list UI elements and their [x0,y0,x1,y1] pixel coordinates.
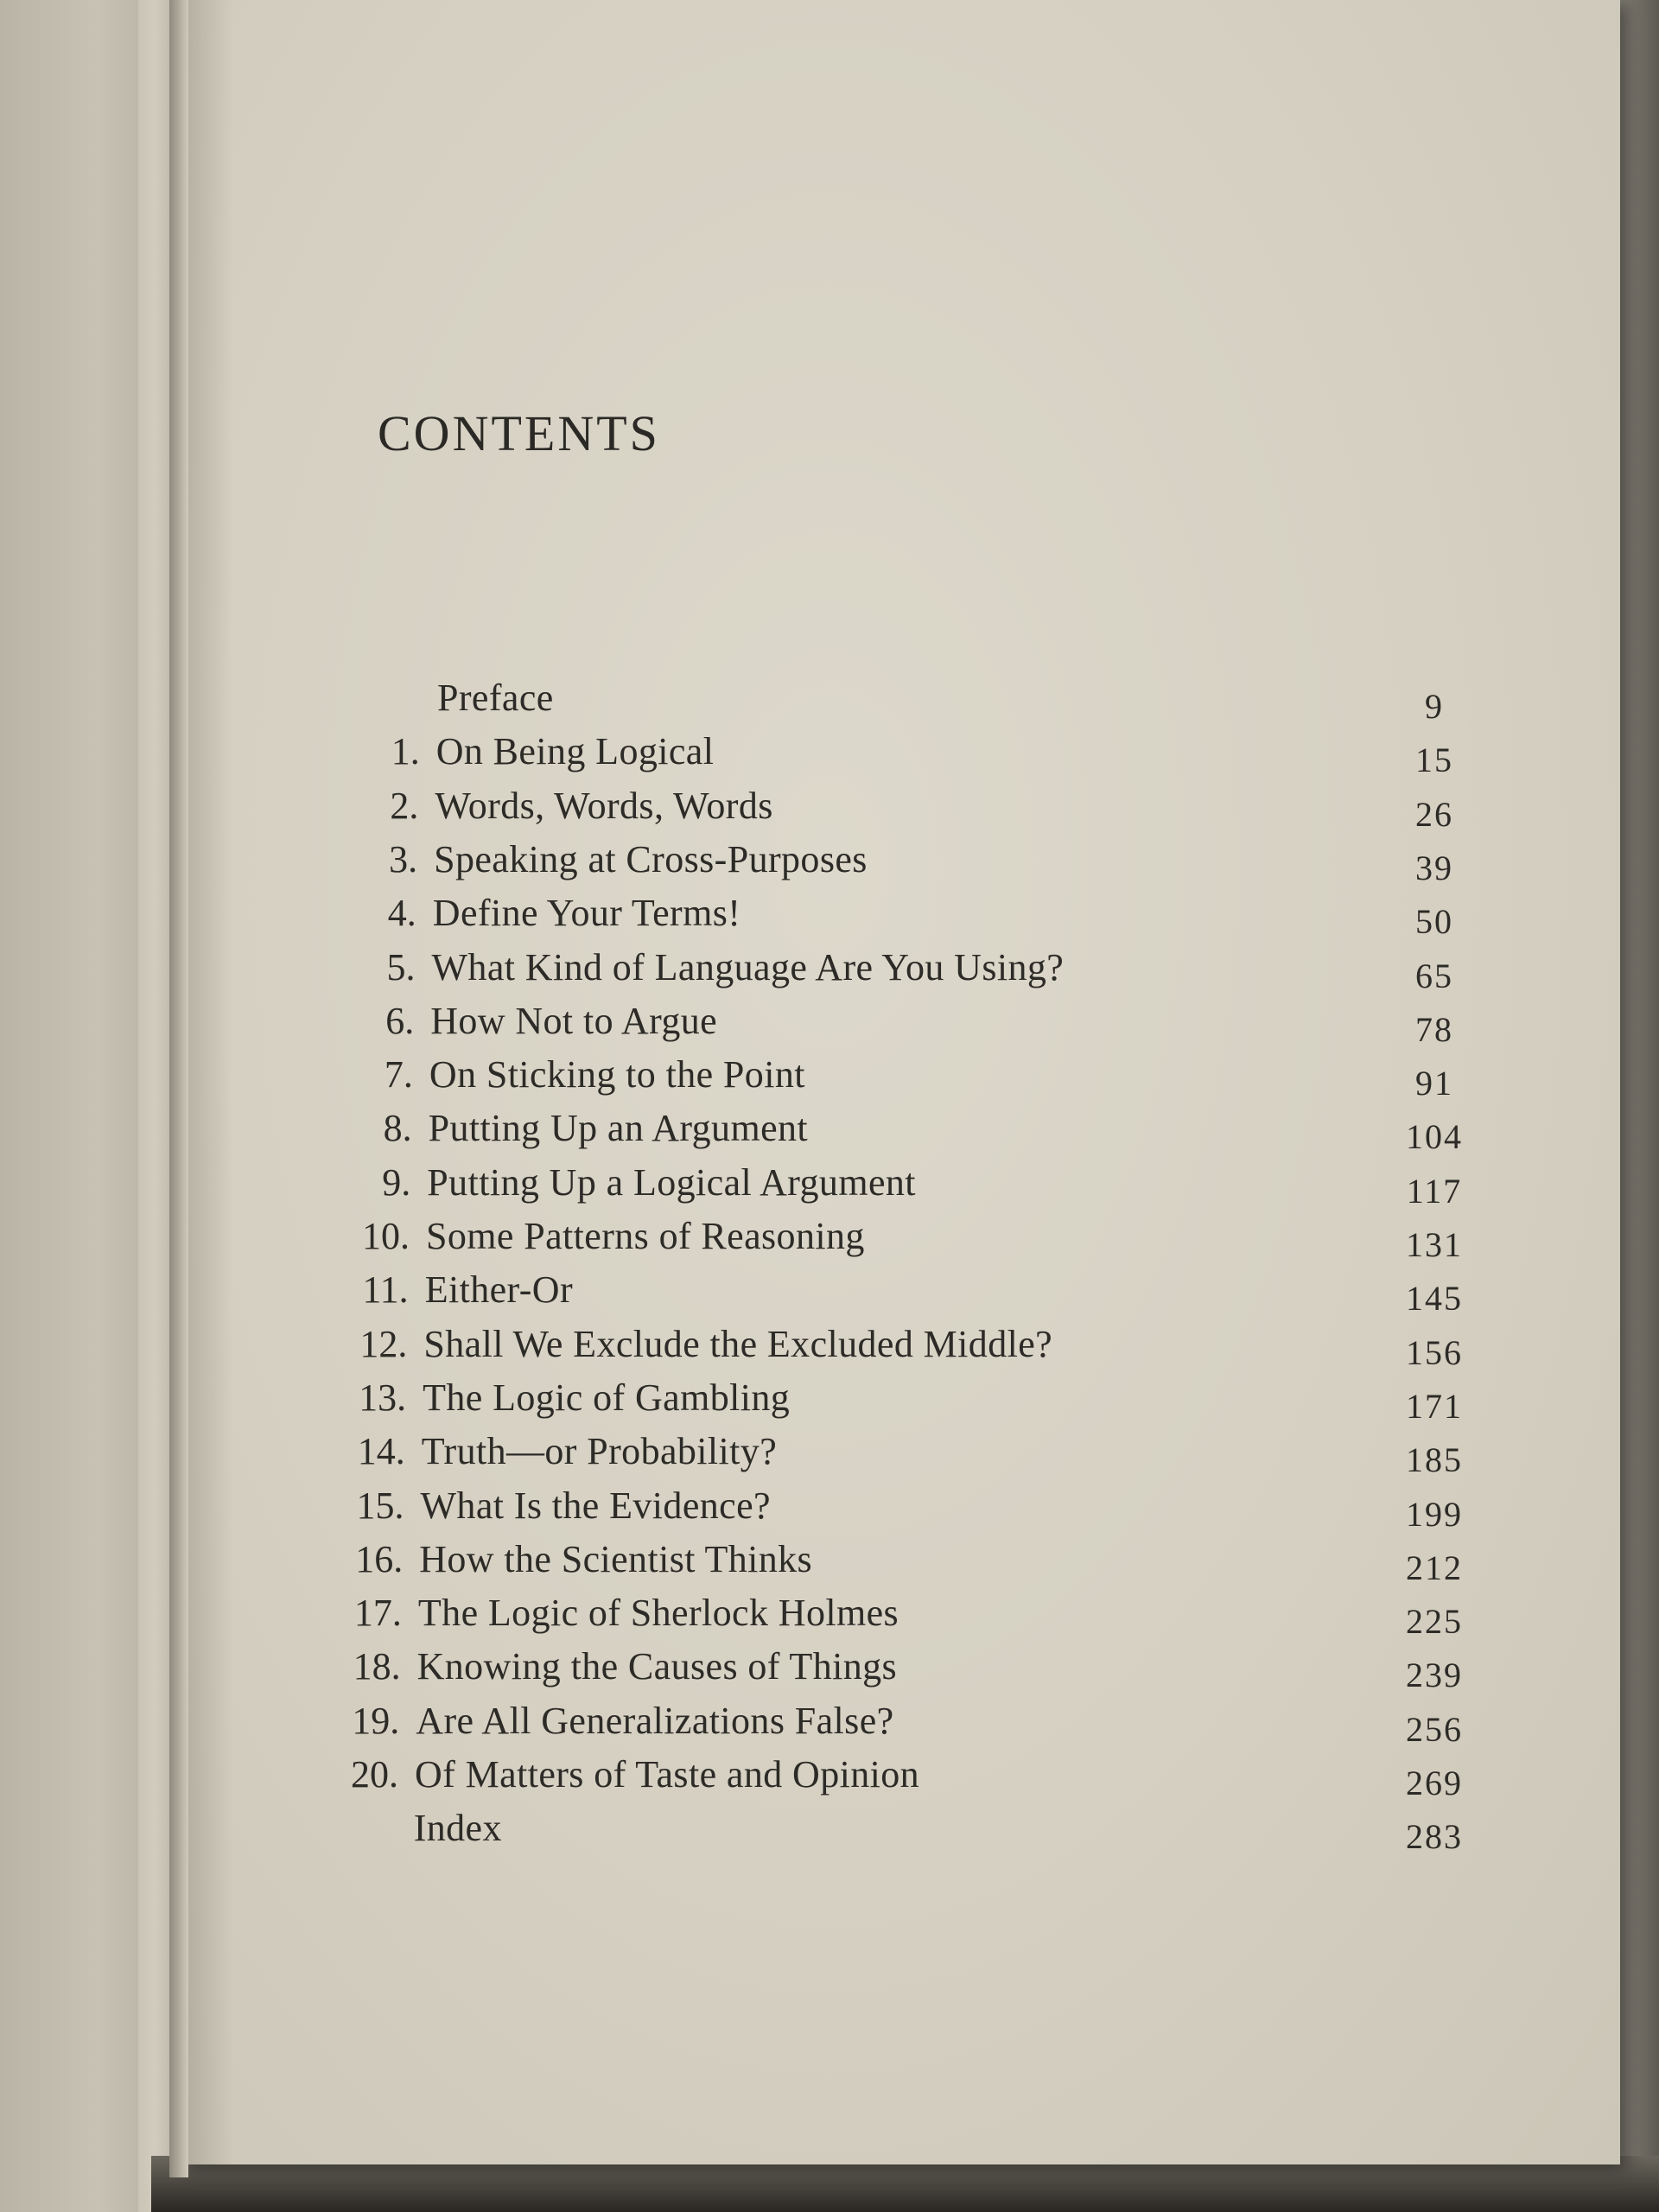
toc-entry-page: 117 [1406,1171,1463,1211]
toc-entry [0,1157,1659,1209]
toc-entry [0,834,1659,886]
toc-entry-title: Some Patterns of Reasoning [426,1215,865,1257]
toc-entry [0,1534,1659,1586]
toc-entry-title: Define Your Terms! [432,892,741,935]
toc-entry-number: 13. [359,1376,407,1419]
toc-entry-number: 1. [391,730,420,773]
toc-entry-title: Putting Up a Logical Argument [427,1160,916,1204]
toc-entry [0,1480,1659,1532]
toc-entry-number: 14. [357,1430,405,1473]
toc-entry-number: 9. [382,1160,411,1204]
toc-entry-title: On Being Logical [435,730,715,773]
toc-entry-number: 11. [362,1268,409,1312]
toc-entry [0,1802,1659,1857]
toc-entry-title: Preface [437,677,554,719]
toc-entry-title: Shall We Exclude the Excluded Middle? [423,1322,1053,1365]
toc-entry-page: 131 [1406,1225,1463,1264]
toc-entry-page: 256 [1406,1709,1463,1749]
toc-entry [0,1587,1659,1642]
toc-entry-number: 6. [385,999,415,1042]
toc-entry-page: 39 [1415,848,1453,887]
toc-entry [0,672,1659,724]
toc-entry [0,1319,1659,1370]
toc-entry [0,995,1659,1047]
toc-entry-number: 12. [359,1322,408,1365]
toc-entry-number: 19. [352,1699,400,1742]
toc-entry-title: The Logic of Sherlock Holmes [417,1592,899,1635]
toc-entry-page: 65 [1415,956,1453,995]
toc-entry-title: How the Scientist Thinks [419,1537,813,1580]
toc-entry-page: 50 [1415,902,1453,942]
toc-entry-number: 15. [356,1484,404,1527]
toc-entry-number: 17. [353,1592,402,1635]
toc-entry [0,1695,1659,1747]
toc-entry-number: 18. [353,1645,401,1688]
toc-entry-page: 199 [1406,1494,1463,1534]
toc-entry [0,887,1659,942]
toc-entry-number: 10. [362,1215,410,1257]
toc-entry-number: 5. [386,945,416,988]
toc-entry [0,1264,1659,1319]
toc-entry-title: Knowing the Causes of Things [416,1645,898,1688]
toc-entry-title: Speaking at Cross-Purposes [434,837,868,880]
toc-entry [0,726,1659,778]
toc-entry [0,1103,1659,1157]
toc-entry [0,1426,1659,1478]
toc-entry-title: On Sticking to the Point [429,1053,805,1096]
toc-entry-page: 283 [1406,1817,1463,1857]
toc-entry [0,1749,1659,1801]
contents-heading: CONTENTS [378,405,660,461]
toc-entry-page: 185 [1406,1440,1463,1480]
toc-entry-number: 16. [355,1537,404,1580]
toc-entry-title: How Not to Argue [430,999,718,1042]
toc-entry-number: 4. [387,892,416,935]
toc-entry-page: 91 [1415,1064,1453,1103]
toc-entry-title: What Kind of Language Are You Using? [431,945,1065,988]
toc-entry-number: 20. [351,1753,398,1796]
toc-entry [0,1211,1659,1262]
toc-entry [0,780,1659,832]
toc-entry-page: 156 [1406,1332,1463,1372]
toc-entry-number: 8. [383,1107,412,1150]
toc-entry-page: 239 [1406,1656,1463,1695]
toc-entry-title: Words, Words, Words [435,784,773,827]
toc-entry-title: The Logic of Gambling [423,1376,791,1419]
toc-entry-page: 9 [1425,687,1444,726]
toc-entry [0,1641,1659,1693]
toc-entry-number: 2. [390,784,419,827]
toc-entry-page: 212 [1406,1548,1463,1587]
toc-entry-number: 7. [384,1053,413,1096]
toc-entry-title: Either-Or [424,1268,573,1312]
toc-entry-title: Putting Up an Argument [428,1107,809,1150]
toc-entry-page: 269 [1406,1764,1463,1802]
toc-entry-title: Of Matters of Taste and Opinion [415,1753,920,1796]
toc-entry-page: 171 [1406,1386,1463,1426]
toc-entry-title: Truth—or Probability? [421,1430,778,1473]
toc-entry [0,1049,1659,1101]
toc-entry-title: Index [413,1807,502,1850]
toc-entry [0,1372,1659,1424]
toc-entry-number: 3. [389,837,418,880]
toc-entry [0,942,1659,994]
toc-entry-page: 26 [1415,794,1453,834]
toc-entry-page: 78 [1415,1009,1453,1049]
toc-entry-page: 15 [1415,741,1453,780]
toc-entry-title: Are All Generalizations False? [416,1699,894,1742]
toc-entry-page: 225 [1406,1602,1463,1642]
toc-entry-page: 104 [1406,1117,1463,1157]
toc-entry-title: What Is the Evidence? [420,1484,771,1527]
toc-entry-page: 145 [1406,1279,1463,1319]
